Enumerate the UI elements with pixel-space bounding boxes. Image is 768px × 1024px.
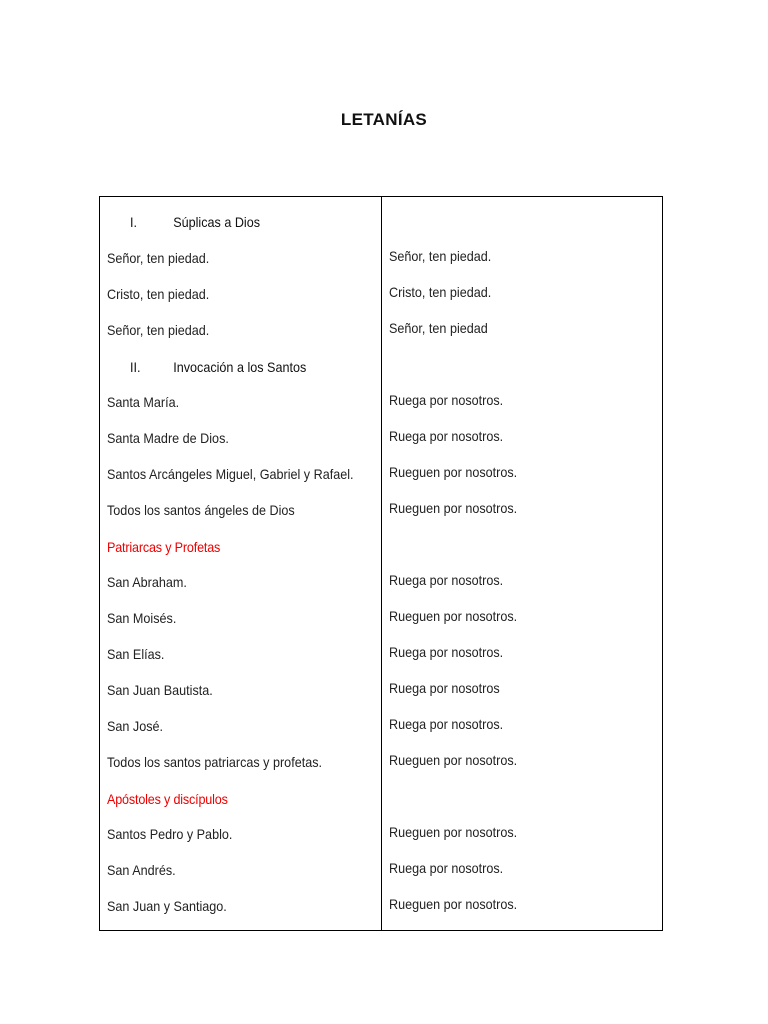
invocation-text: Todos los santos patriarcas y profetas. — [107, 754, 323, 770]
response-text: Ruega por nosotros. — [389, 716, 504, 732]
invocation-text: San José. — [107, 718, 164, 734]
section-header-invocacion — [100, 358, 662, 394]
subheading-apostoles — [100, 790, 662, 826]
invocation-text: San Moisés. — [107, 610, 177, 626]
table-row — [100, 825, 662, 861]
table-row — [100, 573, 662, 609]
response-text: Rueguen por nosotros. — [389, 896, 518, 912]
response-text: Rueguen por nosotros. — [389, 500, 518, 516]
invocation-text: San Elías. — [107, 646, 165, 662]
response-text: Ruega por nosotros. — [389, 392, 504, 408]
response-text: Señor, ten piedad — [389, 320, 488, 336]
invocation-text: San Andrés. — [107, 862, 176, 878]
table-row — [100, 861, 662, 897]
section-label: Súplicas a Dios — [173, 214, 261, 230]
invocation-text: Santa Madre de Dios. — [107, 430, 229, 446]
invocation-text: Cristo, ten piedad. — [107, 286, 210, 302]
response-text: Rueguen por nosotros. — [389, 608, 518, 624]
section-numeral: I. — [130, 214, 138, 230]
table-row — [100, 285, 662, 321]
invocation-text: Santos Pedro y Pablo. — [107, 826, 233, 842]
response-text: Ruega por nosotros — [389, 680, 500, 696]
table-row — [100, 609, 662, 645]
response-text: Cristo, ten piedad. — [389, 284, 492, 300]
table-row — [100, 249, 662, 285]
response-text: Señor, ten piedad. — [389, 248, 492, 264]
section-header-cell — [130, 358, 373, 376]
response-text: Rueguen por nosotros. — [389, 824, 518, 840]
invocation-text: Todos los santos ángeles de Dios — [107, 502, 295, 518]
response-text: Ruega por nosotros. — [389, 860, 504, 876]
table-row — [100, 501, 662, 537]
subheading-label: Patriarcas y Profetas — [107, 539, 221, 555]
section-numeral: II. — [130, 359, 141, 375]
table-row — [100, 717, 662, 753]
invocation-text: San Juan y Santiago. — [107, 898, 227, 914]
subheading-label: Apóstoles y discípulos — [107, 791, 228, 807]
response-text: Ruega por nosotros. — [389, 572, 504, 588]
table-row — [100, 753, 662, 789]
table-row — [100, 321, 662, 357]
table-row — [100, 681, 662, 717]
subheading-patriarcas — [100, 538, 662, 574]
table-row — [100, 393, 662, 429]
invocation-text: Señor, ten piedad. — [107, 250, 210, 266]
section-label: Invocación a los Santos — [173, 359, 307, 375]
invocation-text: Santa María. — [107, 394, 180, 410]
section-header-suplicas — [100, 213, 662, 249]
table-row — [100, 429, 662, 465]
section-header-cell — [130, 213, 373, 231]
response-text: Rueguen por nosotros. — [389, 464, 518, 480]
page-title: LETANÍAS — [340, 110, 428, 129]
response-text: Ruega por nosotros. — [389, 428, 504, 444]
invocation-text: San Abraham. — [107, 574, 187, 590]
invocation-text: San Juan Bautista. — [107, 682, 213, 698]
table-row — [100, 897, 662, 933]
invocation-text: Santos Arcángeles Miguel, Gabriel y Rafael. — [107, 466, 354, 482]
response-text: Ruega por nosotros. — [389, 644, 504, 660]
table-row — [100, 645, 662, 681]
invocation-text: Señor, ten piedad. — [107, 322, 210, 338]
table-row — [100, 465, 662, 501]
response-text: Rueguen por nosotros. — [389, 752, 518, 768]
litany-table — [99, 196, 663, 931]
